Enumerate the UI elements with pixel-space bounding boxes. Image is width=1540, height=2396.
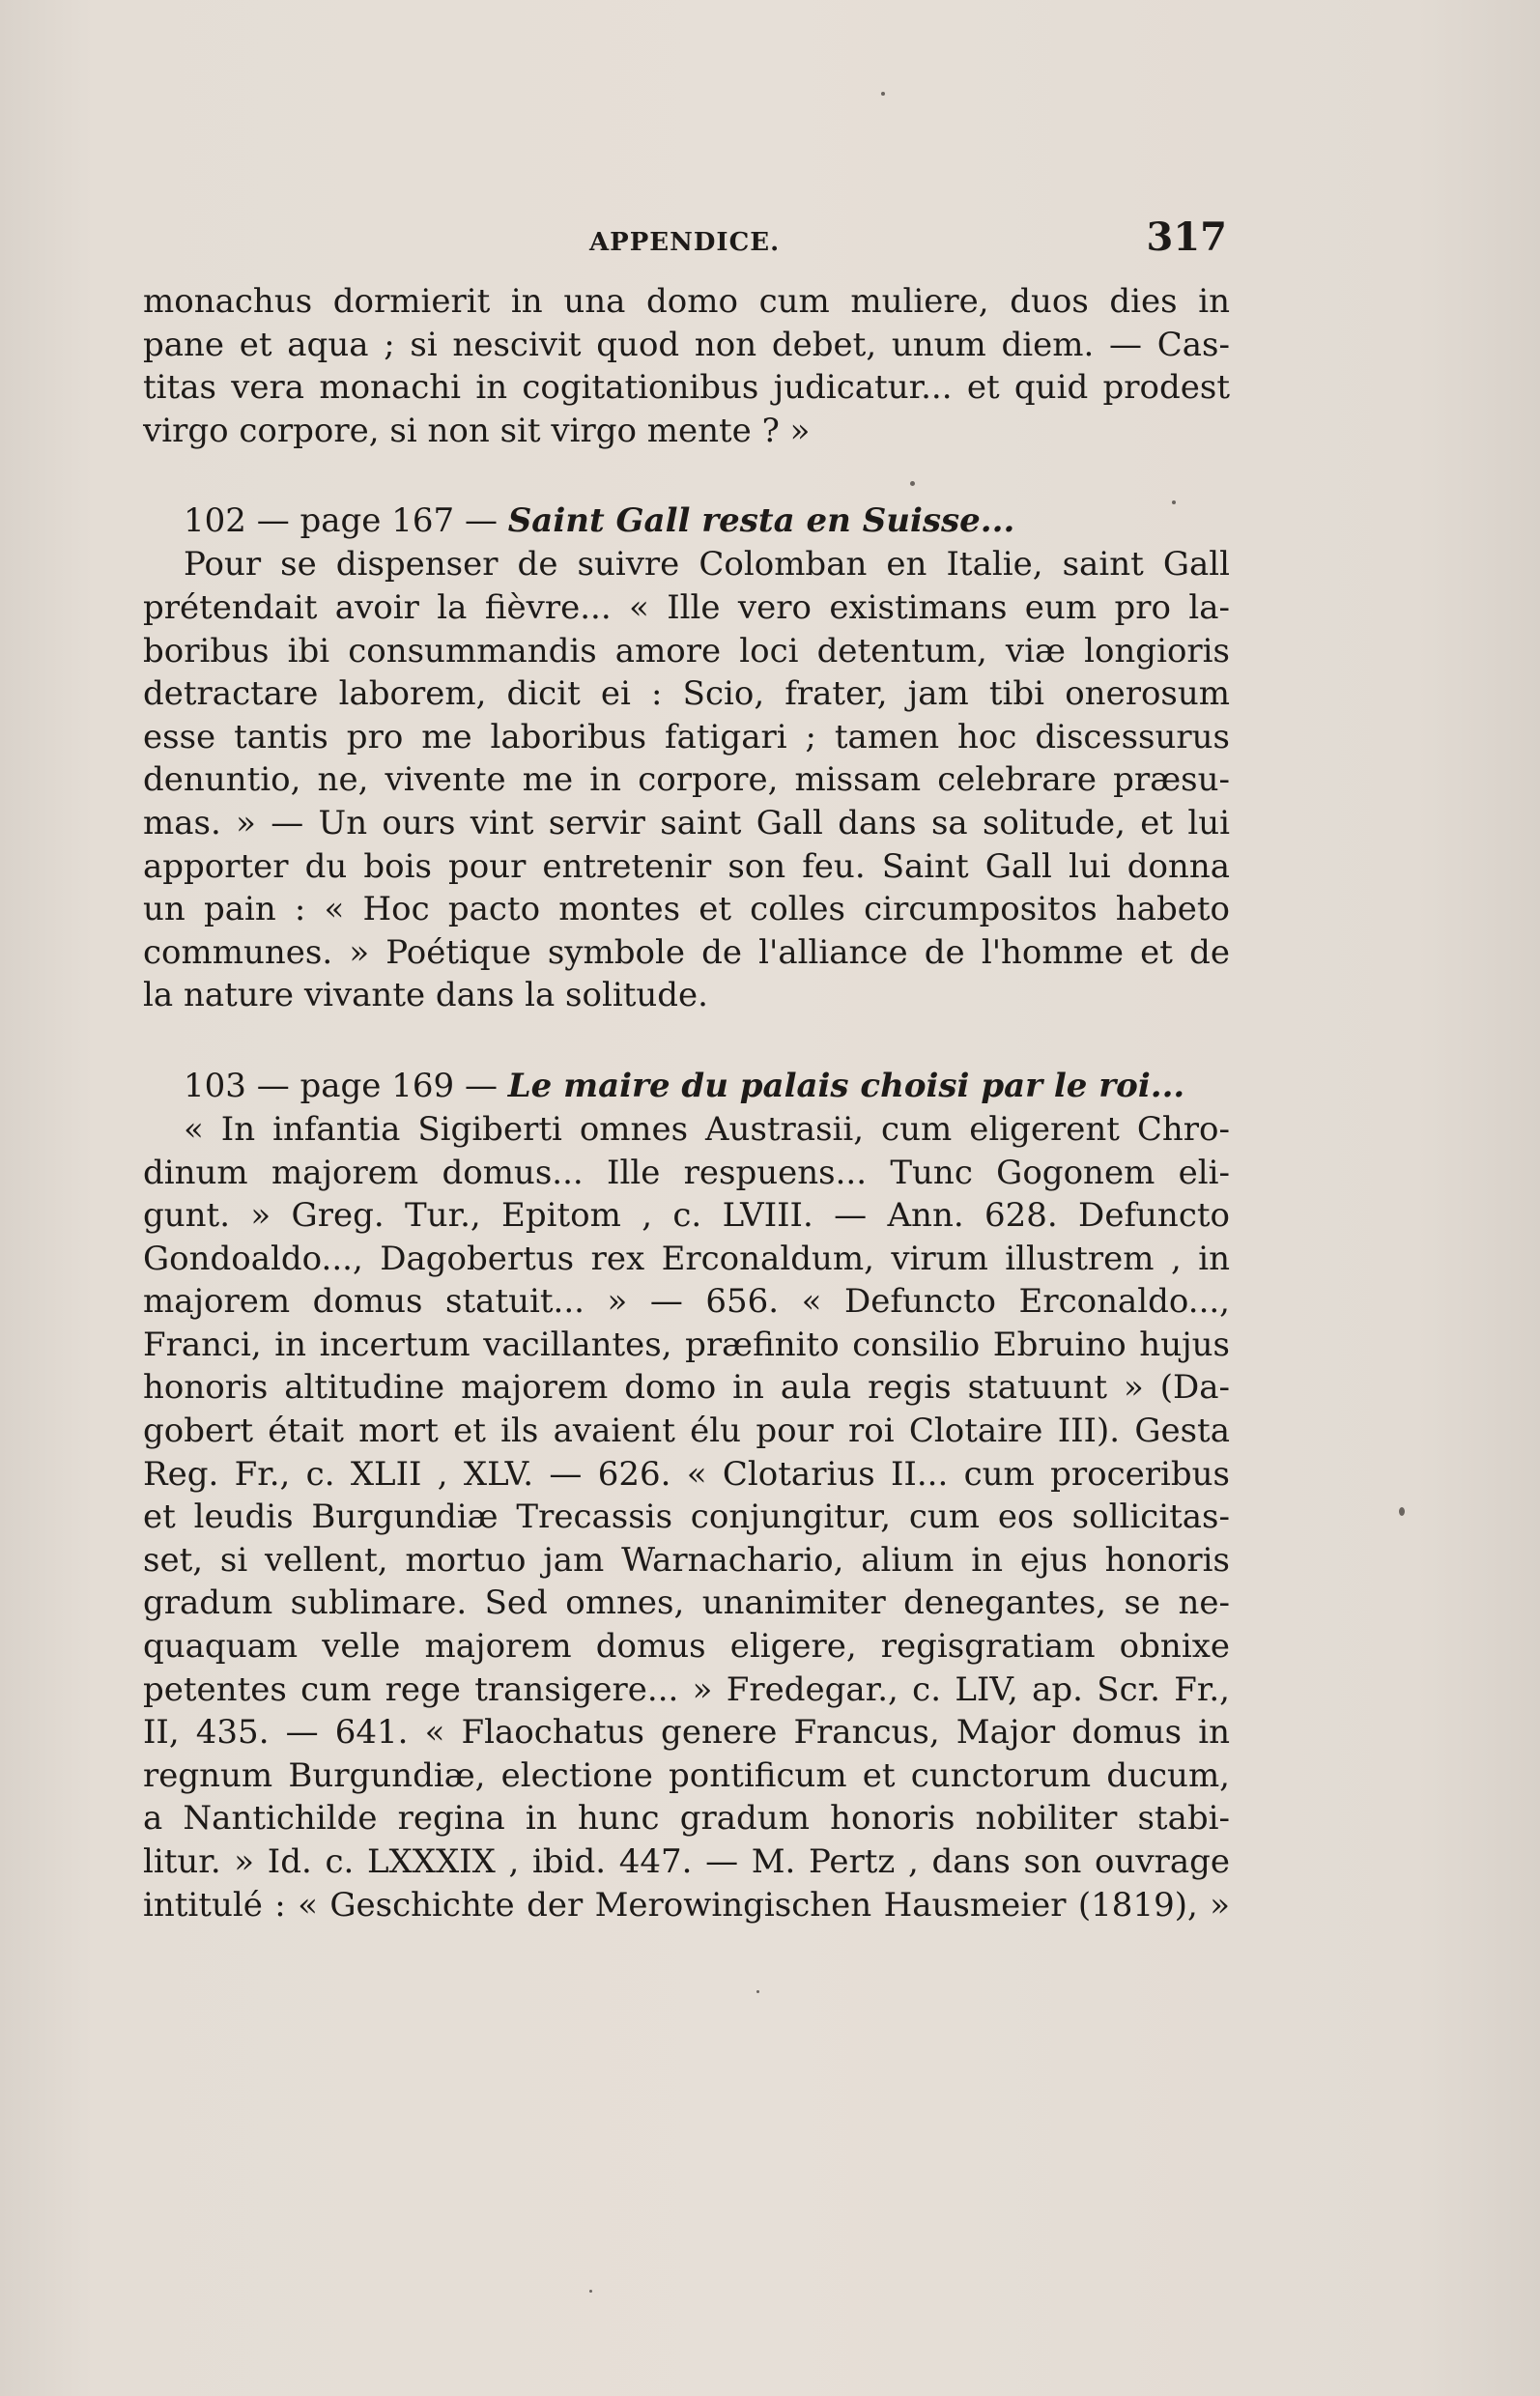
text-line: II, 435. — 641. « Flaochatus genere Francus, Major domus in [143,1713,1230,1753]
paper-speck [756,1990,759,1993]
text-line: quaquam velle majorem domus eligere, regisgratiam obnixe [143,1627,1230,1667]
note-reference: 103 — page 169 — [184,1066,508,1105]
text-line: gradum sublimare. Sed omnes, unanimiter denegantes, se ne- [143,1583,1230,1623]
page-number: 317 [1146,214,1227,260]
text-line: la nature vivante dans la solitude. [143,976,708,1015]
paper-speck [910,481,915,486]
text-line: virgo corpore, si non sit virgo mente ? » [143,411,811,450]
note-heading [143,1064,1230,1108]
text-line: et leudis Burgundiæ Trecassis conjungitur, cum eos sollicitas- [143,1498,1230,1537]
paper-speck [881,92,885,96]
text-line: gobert était mort et ils avaient élu pour roi Clotaire III). Gesta [143,1412,1230,1451]
text-line: titas vera monachi in cogitationibus judicatur... et quid prodest [143,368,1230,408]
text-line: a Nantichilde regina in hunc gradum honoris nobiliter stabi- [143,1799,1230,1839]
text-line: Gondoaldo..., Dagobertus rex Erconaldum, virum illustrem , in [143,1239,1230,1278]
text-line: Pour se dispenser de suivre Colomban en Italie, saint Gall [184,545,1230,585]
text-line: set, si vellent, mortuo jam Warnachario, alium in ejus honoris [143,1540,1230,1580]
paper-speck [589,2290,592,2293]
page-header [145,214,1227,272]
text-line: un pain : « Hoc pacto montes et colles circumpositos habeto [143,890,1230,929]
text-line: litur. » Id. c. LXXXIX , ibid. 447. — M. Pertz , dans son ouvrage [143,1842,1230,1881]
intro-paragraph [143,280,1230,452]
text-line: mas. » — Un ours vint servir saint Gall dans sa solitude, et lui [143,803,1230,842]
page-body [143,280,1230,1926]
text-line: denuntio, ne, vivente me in corpore, missam celebrare præsu- [143,760,1230,800]
text-line: pane et aqua ; si nescivit quod non debet, unum diem. — Cas- [143,325,1230,364]
text-line: prétendait avoir la fièvre... « Ille vero existimans eum pro la- [143,587,1230,627]
running-head: APPENDICE. [589,228,781,257]
note-reference: 102 — page 167 — [184,501,508,541]
text-line: dinum majorem domus... Ille respuens... Tunc Gogonem eli- [143,1153,1230,1192]
text-line: honoris altitudine majorem domo in aula regis statuunt » (Da- [143,1368,1230,1408]
text-line: regnum Burgundiæ, electione pontificum et cunctorum ducum, [143,1755,1230,1795]
note-title: Le maire du palais choisi par le roi... [507,1066,1185,1105]
text-line: esse tantis pro me laboribus fatigari ; tamen hoc discessurus [143,717,1230,756]
text-line: petentes cum rege transigere... » Fredegar., c. LIV, ap. Scr. Fr., [143,1669,1230,1709]
text-line: apporter du bois pour entretenir son feu. Saint Gall lui donna [143,846,1230,886]
note-title: Saint Gall resta en Suisse... [507,501,1015,541]
text-line: « In infantia Sigiberti omnes Austrasii, cum eligerent Chro- [184,1109,1230,1149]
text-line: boribus ibi consummandis amore loci detentum, viæ longioris [143,631,1230,670]
text-line: detractare laborem, dicit ei : Scio, frater, jam tibi onerosum [143,674,1230,714]
text-line: Franci, in incertum vacillantes, præfinito consilio Ebruino hujus [143,1325,1230,1364]
text-line: majorem domus statuit... » — 656. « Defuncto Erconaldo..., [143,1282,1230,1322]
paper-speck [1172,500,1176,504]
note-heading [143,499,1230,543]
text-line: intitulé : « Geschichte der Merowingischen Hausmeier (1819), » [143,1885,1230,1925]
paper-speck [1399,1507,1405,1516]
text-line: communes. » Poétique symbole de l'alliance de l'homme et de [143,932,1230,972]
text-line: monachus dormierit in una domo cum muliere, duos dies in [143,282,1230,321]
text-line: Reg. Fr., c. XLII , XLV. — 626. « Clotarius II... cum proceribus [143,1454,1230,1494]
note-102 [143,499,1230,1017]
text-line: gunt. » Greg. Tur., Epitom , c. LVIII. — Ann. 628. Defuncto [143,1196,1230,1236]
note-103 [143,1064,1230,1926]
